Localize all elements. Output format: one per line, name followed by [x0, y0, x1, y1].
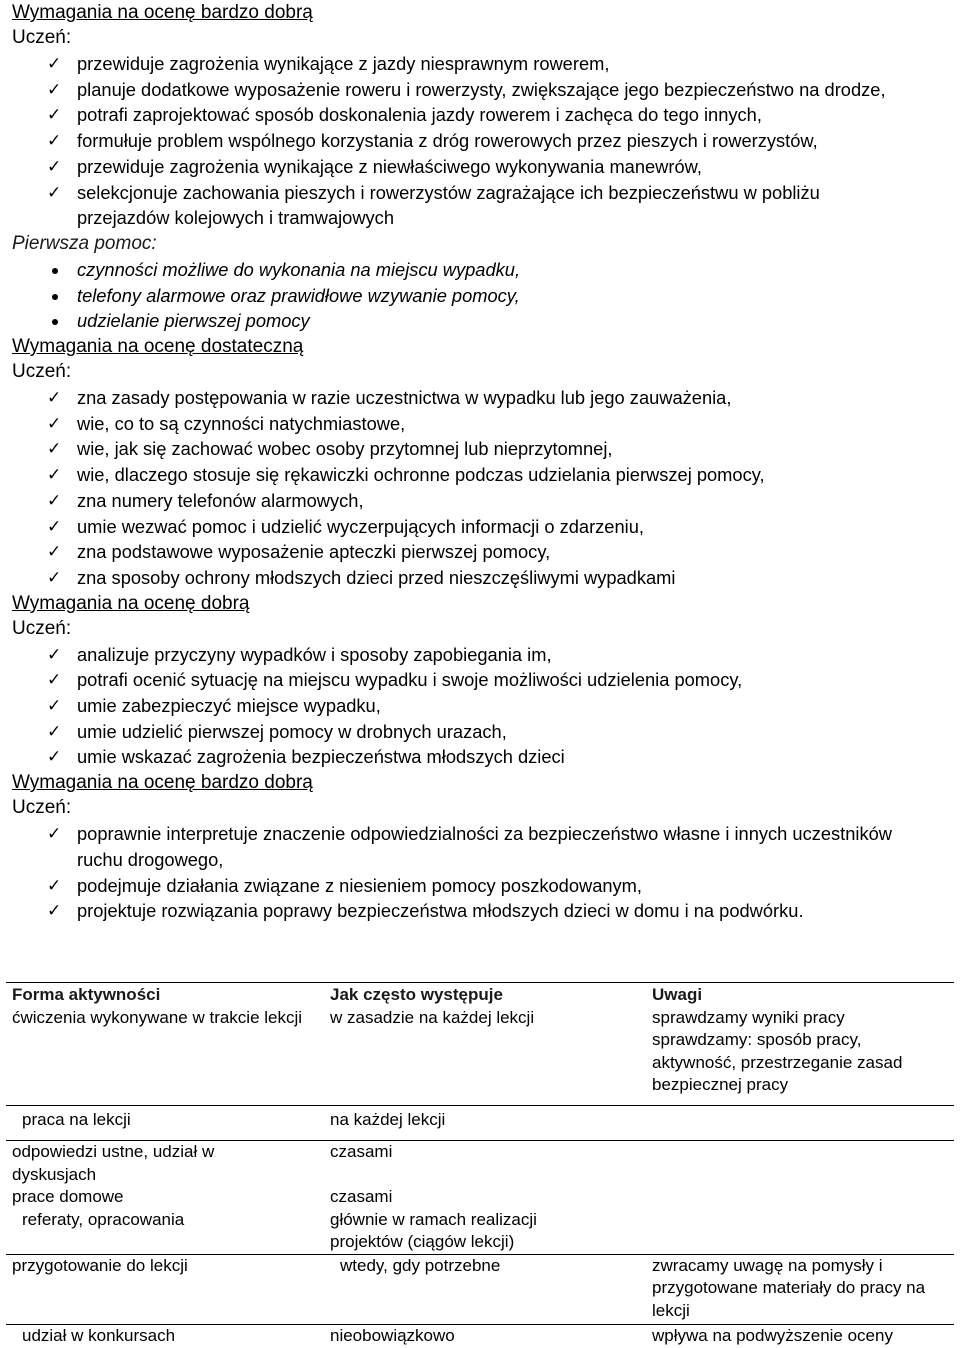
checkmark-icon: ✓ — [47, 567, 62, 588]
uczen-label: Uczeń: — [12, 361, 72, 383]
checkmark-icon: ✓ — [47, 721, 62, 742]
uczen-label: Uczeń: — [12, 797, 72, 819]
column-header: Forma aktywności — [6, 983, 324, 1007]
first-aid-list — [12, 257, 952, 334]
table-cell: udział w konkursach — [6, 1325, 324, 1348]
list-item: ✓ formułuje problem wspólnego korzystania z dróg rowerowych przez pieszych i rowerzystów, — [12, 128, 952, 154]
checkmark-icon: ✓ — [47, 388, 62, 409]
checkmark-icon: ✓ — [47, 439, 62, 460]
section-heading: Wymagania na ocenę bardzo dobrą — [12, 772, 313, 794]
list-item: ✓ potrafi zaprojektować sposób doskonalenia jazdy rowerem i zachęca do tego innych, — [12, 102, 952, 128]
section-dostateczna — [12, 334, 952, 591]
list-item: ✓ wie, co to są czynności natychmiastowe, — [12, 411, 952, 437]
checkmark-icon: ✓ — [47, 105, 62, 126]
section-heading: Wymagania na ocenę dostateczną — [12, 336, 304, 358]
checkmark-icon: ✓ — [47, 413, 62, 434]
table-row — [6, 1254, 954, 1325]
table-cell: w zasadzie na każdej lekcji — [330, 1007, 535, 1027]
checkmark-icon: ✓ — [47, 54, 62, 74]
table-cell: odpowiedzi ustne, udział w dyskusjach — [6, 1141, 324, 1187]
first-aid-section — [12, 231, 952, 334]
list-item: ✓ zna zasady postępowania w razie uczestnictwa w wypadku lub jego zauważenia, — [12, 385, 952, 411]
table-cell: ćwiczenia wykonywane w trakcie lekcji — [12, 1007, 303, 1027]
list-item: ✓ zna podstawowe wyposażenie apteczki pierwszej pomocy, — [12, 539, 952, 565]
list-item: ✓ poprawnie interpretuje znaczenie odpowiedzialności za bezpieczeństwo własne i innych uczestników ruchu drogowego, — [47, 823, 892, 870]
section-bardzo-dobra-rower — [12, 0, 952, 231]
list-item: ✓ wie, dlaczego stosuje się rękawiczki ochronne podczas udzielania pierwszej pomocy, — [12, 462, 952, 488]
list-item: ✓ przewiduje zagrożenia wynikające z jazdy niesprawnym rowerem, — [12, 51, 952, 77]
checkmark-icon: ✓ — [47, 516, 62, 537]
list-item: ✓ umie udzielić pierwszej pomocy w drobnych urazach, — [12, 719, 952, 745]
column-header: Jak często występuje — [324, 983, 646, 1007]
table-cell: sprawdzamy wyniki pracy sprawdzamy: sposób pracy, aktywność, przestrzeganie zasad bezpiecznej pracy — [652, 1007, 903, 1094]
table-row — [6, 1209, 954, 1255]
checkmark-icon: ✓ — [47, 156, 62, 177]
checkmark-icon: ✓ — [47, 824, 62, 845]
list-item: ✓ projektuje rozwiązania poprawy bezpieczeństwa młodszych dzieci w domu i na podwórku. — [12, 898, 952, 924]
bullet-icon — [52, 319, 58, 325]
list-item: ✓ analizuje przyczyny wypadków i sposoby zapobiegania im, — [12, 642, 952, 668]
table-cell: czasami — [330, 1187, 393, 1206]
activity-table — [6, 982, 954, 1348]
checkmark-icon: ✓ — [47, 131, 62, 152]
table-row — [6, 1105, 954, 1141]
requirements-list — [12, 385, 952, 591]
table-cell — [646, 1141, 954, 1187]
list-item: ✓ wie, jak się zachować wobec osoby przytomnej lub nieprzytomnej, — [12, 436, 952, 462]
checkmark-icon: ✓ — [47, 182, 62, 203]
table-row — [6, 1325, 954, 1348]
table-cell: nieobowiązkowo — [324, 1325, 646, 1348]
checkmark-icon: ✓ — [47, 490, 62, 511]
checkmark-icon: ✓ — [47, 875, 62, 896]
list-item: ✓ umie zabezpieczyć miejsce wypadku, — [12, 693, 952, 719]
table-cell: głównie w ramach realizacji projektów (ciągów lekcji) — [330, 1209, 537, 1251]
section-heading: Wymagania na ocenę dobrą — [12, 592, 250, 614]
table-cell: referaty, opracowania — [22, 1209, 185, 1229]
table-header-row — [6, 983, 954, 1007]
first-aid-title: Pierwsza pomoc: — [12, 232, 157, 254]
table-row — [6, 1141, 954, 1187]
list-item: czynności możliwe do wykonania na miejscu wypadku, — [12, 257, 952, 283]
table-cell: wtedy, gdy potrzebne — [324, 1254, 646, 1325]
requirements-list — [12, 51, 952, 231]
document — [12, 0, 952, 924]
uczen-label: Uczeń: — [12, 617, 72, 639]
table-cell: prace domowe — [12, 1187, 124, 1206]
checkmark-icon: ✓ — [47, 465, 62, 486]
list-item: ✓ zna sposoby ochrony młodszych dzieci przed nieszczęśliwymi wypadkami — [12, 565, 952, 591]
list-item: ✓ selekcjonuje zachowania pieszych i rowerzystów zagrażające ich bezpieczeństwu w pobliżu przejazdów kolejowych i tramwajowych — [47, 181, 820, 229]
list-item: telefony alarmowe oraz prawidłowe wzywanie pomocy, — [12, 283, 952, 309]
table-cell — [646, 1186, 954, 1209]
section-bardzo-dobra-pomoc — [12, 770, 952, 924]
list-item: ✓ podejmuje działania związane z niesieniem pomocy poszkodowanym, — [12, 873, 952, 899]
section-heading: Wymagania na ocenę bardzo dobrą — [12, 2, 313, 23]
table-cell — [646, 1105, 954, 1141]
list-item: ✓ umie wskazać zagrożenia bezpieczeństwa młodszych dzieci — [12, 744, 952, 770]
list-item: ✓ potrafi ocenić sytuację na miejscu wypadku i swoje możliwości udzielenia pomocy, — [12, 667, 952, 693]
checkmark-icon: ✓ — [47, 901, 62, 922]
column-header: Uwagi — [646, 983, 954, 1007]
table-cell: przygotowanie do lekcji — [6, 1254, 324, 1325]
list-item: ✓ planuje dodatkowe wyposażenie roweru i rowerzysty, zwiększające jego bezpieczeństwo na drodze, — [12, 77, 952, 103]
requirements-list — [12, 642, 952, 771]
list-item: udzielanie pierwszej pomocy — [12, 308, 952, 334]
bullet-icon — [52, 268, 58, 274]
checkmark-icon: ✓ — [47, 670, 62, 691]
list-item: ✓ zna numery telefonów alarmowych, — [12, 488, 952, 514]
table-row — [6, 1186, 954, 1209]
section-dobra — [12, 591, 952, 771]
list-item: ✓ umie wezwać pomoc i udzielić wyczerpujących informacji o zdarzeniu, — [12, 514, 952, 540]
checkmark-icon: ✓ — [47, 542, 62, 563]
table-cell: czasami — [324, 1141, 646, 1187]
checkmark-icon: ✓ — [47, 696, 62, 717]
table-cell: na każdej lekcji — [324, 1105, 646, 1141]
checkmark-icon: ✓ — [47, 79, 62, 100]
table-cell: praca na lekcji — [6, 1105, 324, 1141]
table-cell: wpływa na podwyższenie oceny — [646, 1325, 954, 1348]
checkmark-icon: ✓ — [47, 747, 62, 768]
checkmark-icon: ✓ — [47, 644, 62, 665]
table-row — [6, 1007, 954, 1106]
bullet-icon — [52, 294, 58, 300]
list-item: ✓ przewiduje zagrożenia wynikające z niewłaściwego wykonywania manewrów, — [12, 154, 952, 180]
table-cell: zwracamy uwagę na pomysły i przygotowane materiały do pracy na lekcji — [646, 1254, 954, 1325]
table-cell — [646, 1209, 954, 1255]
uczen-label: Uczeń: — [12, 27, 72, 48]
requirements-list — [12, 821, 952, 924]
